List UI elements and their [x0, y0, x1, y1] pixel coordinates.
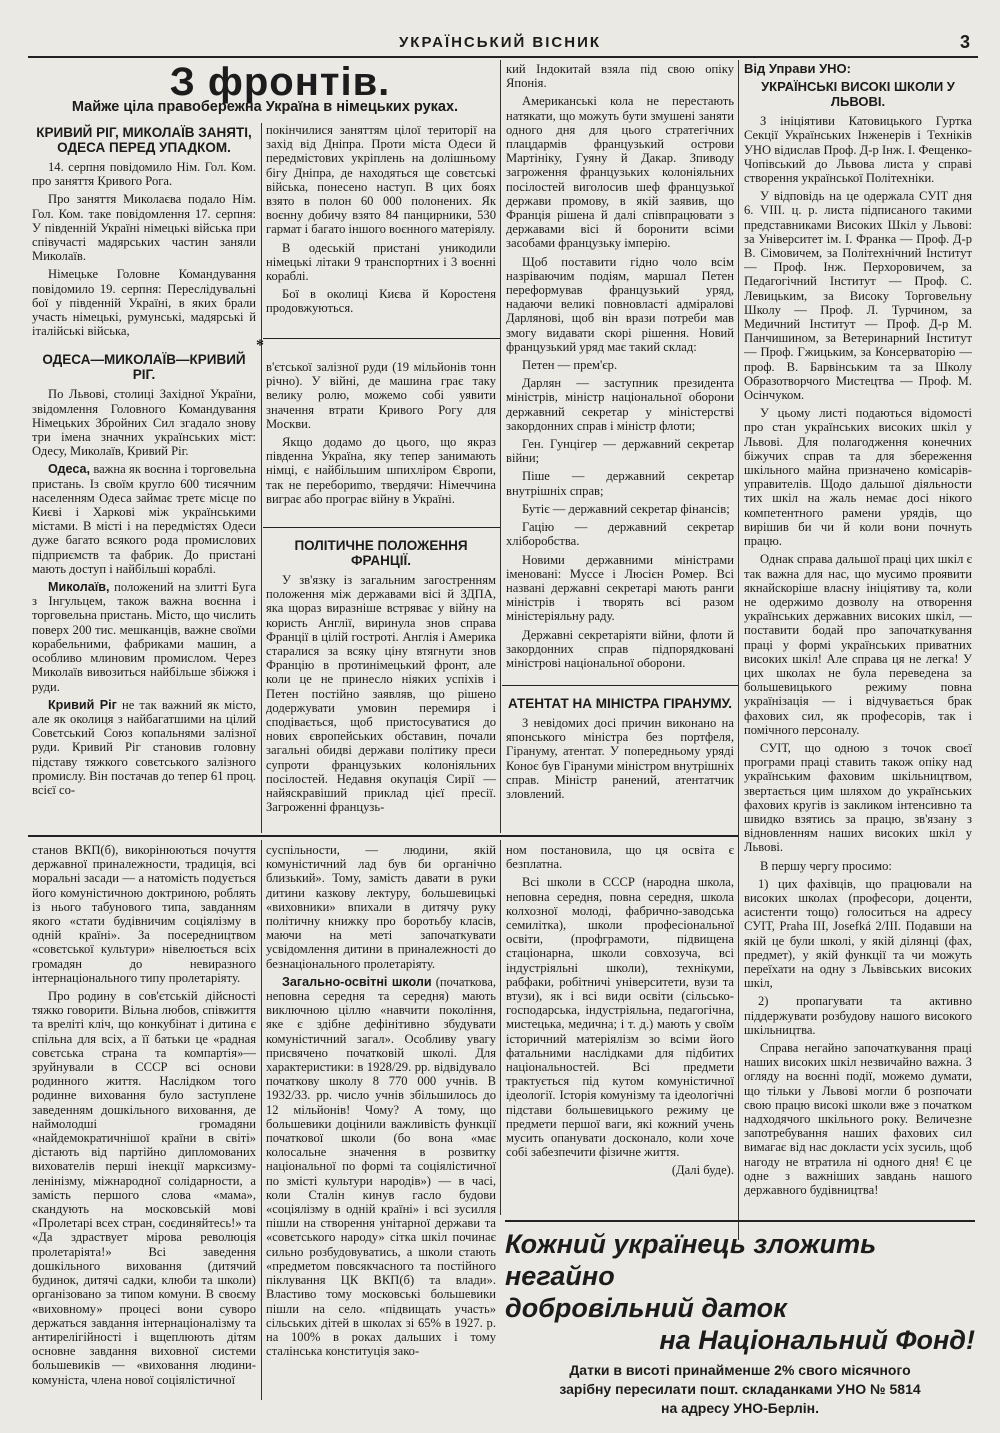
article-heading: УКРАЇНСЬКІ ВИСОКІ ШКОЛИ У ЛЬВОВІ. [761, 79, 955, 110]
column-rule [500, 840, 501, 1215]
section-rule [28, 835, 738, 837]
paragraph: ном постановила, що ця освіта є безплатна. [506, 843, 734, 872]
paragraph [32, 698, 256, 797]
newspaper-name: УКРАЇНСЬКИЙ ВІСНИК [398, 34, 602, 51]
paragraph: В одеській пристані уникодили німецькі літаки 9 транспортних і 3 воєнні кораблі. [266, 240, 496, 284]
paragraph [32, 580, 256, 694]
paragraph: Німецьке Головне Командування повідомило 19. серпня: Переслідувальні бої у південній Україні, в яких брали участь німецькі, румунські, мадярські й італійські війська, [32, 267, 256, 339]
paragraph [266, 975, 496, 1358]
article-rule [263, 338, 500, 339]
paragraph: Всі школи в СССР (народна школа, неповна середня, повна середня, школа колхозної молоді, фабрично-заводська семилітка), школи професіональної освіти, (профграмоти, підвищена стаціонарна, школи совхозуча, всі індустріяльні школи), технікуми, рабфаки, робітничі університети, вузи та втузи), як і всі види освіти (сільсько-господарська, індустріяльна, педагогічна, мистецька, медична; і т. д.) мають у своїм історичний матеріялізм зо всіми його фатальними наслідками для підбитих національностей. Всі предмети трактується під кутом комуністичної ідеології. Історія комунізму та ідеологічні підстави большевицького режиму це предмети першої ваги, які кожний учень мусить опанувати досконало, коли хоче собі забезпечити фізичне життя. [506, 875, 734, 1160]
paragraph: кий Індокитай взяла під свою опіку Японія. [506, 62, 734, 91]
paragraph: В першу чергу просимо: [760, 858, 892, 873]
paragraph: Ген. Гунцігер — державний секретар війни; [506, 437, 734, 466]
header-rule [28, 56, 978, 58]
article-heading: ОДЕСА—МИКОЛАЇВ—КРИВИЙ РІГ. [42, 352, 246, 383]
ad-rule [505, 1220, 975, 1222]
continued-note: (Далі буде). [671, 1163, 734, 1178]
paragraph: 14. серпня повідомило Нім. Гол. Ком. про заняття Кривого Рога. [32, 160, 256, 189]
appeal-detail: на адресу УНО-Берлін. [661, 1400, 819, 1416]
paragraph: Петен — прем'єр. [522, 358, 618, 373]
paragraph: Пішe — державний секретар внутрішніх справ; [506, 469, 734, 498]
column-france [266, 534, 496, 832]
column-soviet-education [32, 843, 256, 1403]
list-item: 2) пропагувати та активно піддержувати розбудову нашого високого шкільництва. [744, 994, 972, 1037]
appeal-detail: Датки в висоті принайменше 2% свого місячного [569, 1362, 911, 1378]
paragraph-text: положений на злитті Буга з Інгульцем, також важна воєнна і торговельна пристань. Місто, що числить поверх 200 тис. мешканців, важне своїми корабельними, фабриками машин, а особливо млиновим промислом. Через Миколаїв вивозиться найбільше збіжжя і руди. [32, 580, 256, 694]
article-kicker: Від Управи УНО: [744, 62, 851, 76]
paragraph: З ініціятиви Катовицького Гуртка Секції Українських Інженерів і Техніків УНО відислав Проф. Д-р Інж. І. Фещенко-Чопівський до Львова листа у справі створення української Політехніки. [744, 114, 972, 186]
appeal-detail: зарібну пересилати пошт. складанками УНО № 5814 [559, 1381, 921, 1397]
appeal-line: на Національний Фонд! [659, 1325, 975, 1355]
column-rule [738, 60, 739, 1240]
paragraph: По Львові, столиці Західної України, звідомлення Головного Командування Німецьких Збройних Сил згадало знову три імена значних українських міст: Одесу, Миколаїв, Кривий Ріг. [32, 387, 256, 459]
paragraph: Новими державними міністрами іменовані: Муссе і Люсієн Ромер. Всі названі державні секретарі мають ранги міністрів і творять всі разом міністеріяльну раду. [506, 552, 734, 624]
paragraph: Щоб поставити гідно чоло всім назріваючим подіям, маршал Петен переформував французький уряд, надаючи великі повновласті адміралові Дарлянові, щоб він врази потреби мав змогу видавати скорі рішення. Новий французький уряд має такий склад: [506, 254, 734, 354]
paragraph: У зв'язку із загальним загостренням положення між державами вісі й ЗДПА, яка щораз виразніше встряває у війну на користь Англії, виринула знов справа Франції в цілій гостроті. Англія і Америка старалися за всяку ціну втягнути знов Францію в протинімецький фронт, але коли це не принесло ніяких успіхів і Петен постійно заявляв, що рішенo додержувати умовин перемиря і сподівається, щоб пристосуватися до нових європейських обставин, почали загальні обидві держави політику преси супроти французьких колоніяльних посілостей. Недавня окупація Сирії — найяскравіший приклад цієї пресії. Загроженні французь- [266, 573, 496, 815]
request-list [744, 877, 972, 1037]
column-war-report [32, 121, 256, 833]
page-number: 3 [959, 32, 970, 52]
paragraph: Про родину в сов'єтській дійсності тяжко говорити. Вільна любов, співжиття та вреліті кліч, що конкубінат і дитина є спільна для всіх, а її батьки це «радная совєтська страна та компартія»—зруйнували в СССР всі основи родинного життя. Наслідком того родинне виховання було заступлене заведенням дошкільного виховання, де наймолодші громадяни «найдемократичнішої країни в світі» дістають від партійно дипломованих вихователів перші інекції марксизму-ленінізму, міжнародної солідарности, а замість першого слова «мама», скандують на московській мові «Пролетарі всех стран, соєдиняйтесь!» та «Да здраствует мірова революція пролетаріята!» Всі заведення дошкільного виховання (дитячий будинок, дитячі садки, клюби та школи) організовано за типом комуни. В своєму «виховному» процесі вони суворо держаться завдання інтернаціоналізму та антирелігійності і вщеплюють дітям основне завдання виховної системи большевиків — «виховання людини-комуніста, члена нової соціялістичної [32, 989, 256, 1387]
paragraph: Якщо додамо до цього, що якраз південна Україна, яку тепер занимають німці, є найбільшим шпихліром Європи, так не перебориmо, твердячи: Німеччина виграє або програє війну в Україні. [266, 435, 496, 506]
paragraph [32, 462, 256, 576]
paragraph: суспільности, — людини, якій комуністичний лад був би органічно близький». Тому, замість давати в руки дитини казкову лектуру, большевицькі «виховники» впихали в дитячу руку політичну книжку про боротьбу класів, маючи на меті започаткувати усвідомлення дитини в приналежності до безнаціонального пролетаріяту. [266, 843, 496, 971]
page-header [0, 32, 1000, 56]
appeal-line: Кожний українець зложить негайно [505, 1229, 877, 1291]
paragraph: покінчилися заняттям цілої території на захід від Дніпра. Проти міста Одеси й передмістовиx укріплень на долішньому бігу Дніпра, де находяться ще совєтські війська, понесено наступ. В цих боях взято в полон 60 000 полонених. Як воєнну добичу взято 84 панцирники, 530 гармат і багато іншого воєнного матеріялу. [266, 123, 496, 237]
lead-word: Загально-освітні школи [282, 974, 432, 989]
list-item: 1) цих фахівців, що працювали на високих школах (професори, доценти, асистенти тощо) голоситься на адресу СУІТ, Praha III, Josefká 2/III. Подавши на якій це були школі, у якій ділянці (фах, предмет), у якій функції та чи можуть переїхати на одну з Львівських високих шкіл, [744, 876, 972, 991]
article-heading: ПОЛІТИЧНЕ ПОЛОЖЕННЯ ФРАНЦІЇ. [294, 538, 468, 568]
paragraph-text: (початкова, неповна середня та середня) мають виключною ціллю «навчити покоління, яке є здібне дефінітивно збудувати комуністичний загал». Особливу увагу присвячено початковій школі. Для характеристики: в 1928/29. рр. відвідувало початкову школу 8 770 000 учнів. В 1932/33. рр. число учнів збільшилось до 12 мільйонів! Чому? А тому, що большевики доцінили важливість функції початкової школи (бо вона «має колосальне значення в розвитку національної по формі та соціялістичної по змісті культури народів») — в часі, коли Сталін кинув гасло будови «соціялізму в одній країні» і всі зусилля пішли на створення унітарної держави та «совєтського народу» сітка шкіл починає сильно розбудовуватись, а школи стають «предметом повсякчасного та постійного піклування ЦК ВКП(б) та влади». Властиво тому московські большевики пішли на село. «підвищать участь» сільських дітей в школах зі 65% в 1927. р. на 100% в роках дальших і тому сталінська конституція зако- [266, 974, 496, 1359]
paragraph: Про заняття Миколаєва подало Нім. Гол. Ком. таке повідомлення 17. серпня: У південній Україні німецькі війська при співучасті мадярських частин заняли Миколаїв. [32, 192, 256, 264]
article-heading: КРИВИЙ РІГ, МИКОЛАЇВ ЗАНЯТІ, ОДЕСА ПЕРЕД УПАДКОМ. [36, 125, 252, 155]
paragraph: Бої в околиці Києва й Коростеня продовжуються. [266, 287, 496, 316]
paragraph: станов ВКП(б), викорінюються почуття державної приналежности, традиція, всі моральні засади — а натомість подується його комуністичною доктриною, роблять із нього табунового типа, завданням якого «стати будівничим соціялізму в одній країні». За посередництвом «совєтської культури» нівелюється всіх громадян до невиразного інтернаціонального типу пролетаріяту. [32, 843, 256, 985]
column-soviet-education-3 [506, 843, 734, 1213]
national-fund-appeal [505, 1228, 975, 1416]
column-universities [744, 62, 972, 1232]
column-rule [261, 123, 262, 833]
paragraph: СУІТ, що одною з точок своєї програми праці ставить також опіку над українським фаховим шкільництвом, звертається цим шляхом до українських фахових кругів із закликом інтенсивно та швидко взятись за працю, зв'язану з відновленням наших високих шкіл у Львові. [744, 740, 972, 855]
section-subtitle: Майже ціла правобережна Україна в німецьких руках. [71, 99, 459, 115]
lead-word: Одеса, [48, 462, 90, 477]
column-krivyi-rih-continued [266, 360, 496, 522]
paragraph: Бутіє — державний секретар фінансів; [522, 501, 730, 516]
article-rule [502, 685, 738, 686]
paragraph: Справа негайно започаткування праці наших високих шкіл незвичайно важна. З огляду на воєнні події, можемо думати, що тільки у Львові могли б розпочати свою працю високі школи вже з початком надходячого шкільного року. Величезне запотребування наших фахових сил вимагає від нас докласти усіх зусиль, щоб нагоду не втратила ні одного дня! Є це одне з важніших завдань нашого державного будівництва! [744, 1041, 972, 1198]
column-france-continued [506, 62, 734, 682]
article-rule [263, 527, 500, 528]
article-heading: АТЕНТАТ НА МІНІСТРА ГІРАНУМУ. [507, 696, 733, 711]
paragraph: в'єтської залізної руди (19 мільйонів тонн річно). У війні, де машина грає таку велику ролю, можемо собі уявити значення втрати Кривого Рогу для Москви. [266, 360, 496, 431]
appeal-line: добровільний даток [505, 1293, 787, 1323]
lead-word: Кривий Ріг [48, 697, 117, 712]
column-rule [500, 60, 501, 833]
paragraph-text: не так важний як місто, але як околиця з найбагатшими на цілий Совєтський Союз копальнями залізної руди. Кривий Ріг становив головну підставу тяжкого совєтського залізного промислу. Він постачав до тепер 61 проц. всієї со- [32, 697, 256, 797]
paragraph: Дарлян — заступник президента міністрів, міністр національної оборони державний секретар у міністерстві закордонних справ і міністр флоти; [506, 376, 734, 433]
paragraph-text: важна як воєнна і торговельна пристань. Із своїм кругло 600 тисячним населенням Одеса займає третє місце по Києві і Харкові між українськими містами. В місті і на передмістях Одеси дуже багато всякого рода промислових підприємств та фабрик. До пристані мають доступ і найбільші кораблі. [32, 462, 256, 576]
paragraph: У цьому листі подаються відомості про стан українських високих шкіл у Львові. Для полагодження конечних біжучих справ та для збереження шкільного майна призначено комісарів-управителів. Щодо дальшої діяльности тих шкіл на жаль немає досі нікого компетентного рамени урядів, що вирішив би чи й коли вони почнуть працю. [744, 406, 972, 549]
divider-star: * [256, 337, 264, 354]
section-title: З фронтів. [169, 60, 391, 104]
paragraph: Державні секретаріяти війни, флоти й закордонних справ підпорядковані міністрові національної оборони. [506, 627, 734, 670]
lead-word: Миколаїв, [48, 580, 110, 595]
paragraph: З невідомих досі причин виконано на японського міністра без портфеля, Гірануму, атентат. У попередньому уряді Коноє був Гірануми міністром внутрішніх справ. Міністр ранений, атентатчик зловлений. [506, 716, 734, 802]
paragraph: Гацію — державний секретар хліборобства. [506, 520, 734, 549]
paragraph: Однак справа дальшої праці цих шкіл є так важна для нас, що мусимо проявити якнайскоріше власну ініціятиву та, коли не одержимо дозволу на отворення українських державних високих шкіл, — поставити бодай про започаткування праці у формі українських приватних високих шкіл! Але справа ця не легка! У цих школах не була переведена за большевицького режиму повна українізація — і відчувається брак фахових сил, як професорів, так і помічного персоналу. [744, 552, 972, 737]
column-war-continued [266, 123, 496, 333]
column-soviet-education-2 [266, 843, 496, 1403]
paragraph: У відповідь на це одержала СУІТ дня 6. VIII. ц. р. листа підписаного такими представниками Високих Шкіл у Львові: за Університет ім. І. Франка — Проф. Д-р В. Сімовичем, за Політехнічний Інститут — Проф. Інж. Перхоровичем, за Педагогічний Інститут — Проф. С. Левицьким, за Високу Торговельну Школу — Проф. Л. Турчином, за Медичний Інститут — Проф. Д-р М. Панчишином, за Ветеринарний Інститут — Проф. Гжицьким, за Консерваторію — проф. В. Барвінським та за Школу Образотворчого Мистецтва — Проф. М. Осінчуком. [744, 189, 972, 403]
paragraph: Американські кола не перестають натякати, що можуть бути змушені заняти одного дня для цього стратегічних плацдармів французький острови Мартініку, Гуяну й Дакар. Зпиводу загроження французьких колоніяльних посілостей виголосив шеф французької держави промову, в якій заявив, що Франція рішена й далі співпрацювати з державами вісі й боронити всіми засобами французьку імперію. [506, 94, 734, 251]
column-hiranuma [506, 692, 734, 832]
column-rule [261, 840, 262, 1400]
